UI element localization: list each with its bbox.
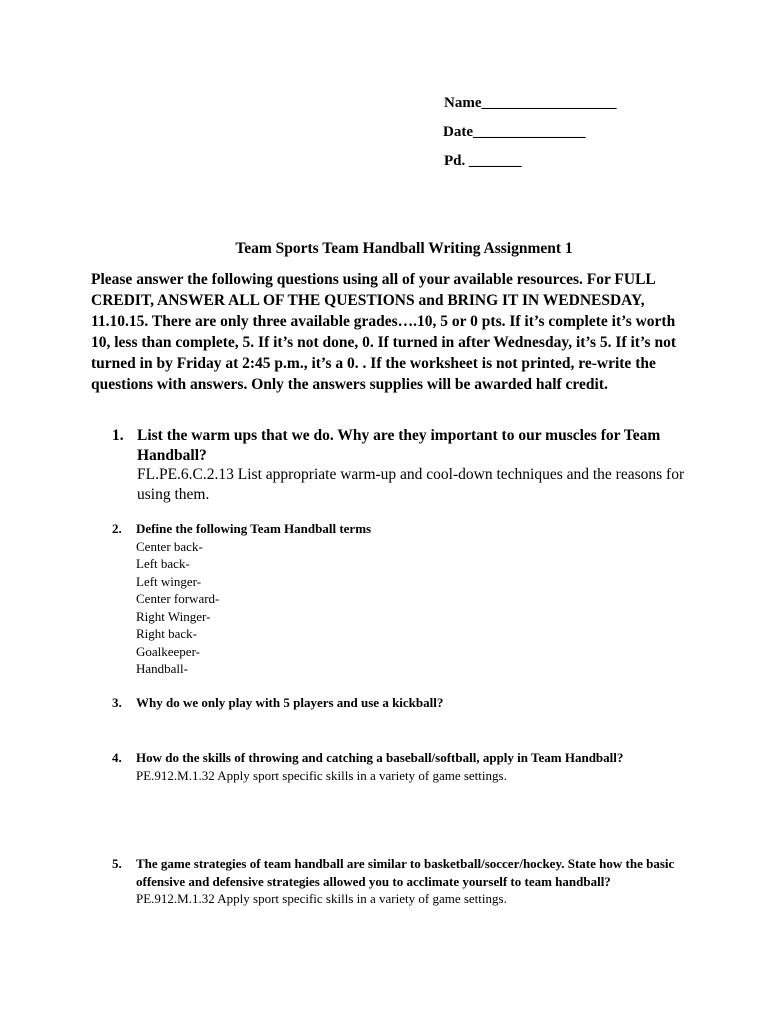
question-1 [112,426,702,504]
term-left-winger: Left winger- [136,573,202,589]
term-right-back: Right back- [136,626,198,641]
question-number: 1. [112,427,124,444]
term-handball: Handball- [136,661,188,676]
term-goalkeeper: Goalkeeper- [136,643,200,659]
standard-text: FL.PE.6.C.2.13 List appropriate warm-up and cool-down techniques and the reasons for using them. [137,466,685,503]
question-4 [112,749,702,784]
question-number: 5. [112,856,122,871]
question-text: How do the skills of throwing and catching a baseball/softball, apply in Team Handball? [136,750,624,765]
assignment-title: Team Sports Team Handball Writing Assignment 1 [235,240,573,257]
term-right-winger: Right Winger- [136,608,211,624]
question-3 [112,694,702,712]
terms-list [136,538,702,678]
term-center-forward: Center forward- [136,591,220,606]
term-center-back: Center back- [136,538,203,554]
term-left-back: Left back- [136,556,190,571]
name-field: Name__________________ [444,95,617,111]
question-text: The game strategies of team handball are similar to basketball/soccer/hockey. State how the basic offensive and defensive strategies allowed you to acclimate yourself to team handball? [136,856,675,889]
question-text: List the warm ups that we do. Why are they important to our muscles for Team Handball? [137,427,661,464]
question-number: 2. [112,521,122,536]
standard-text: PE.912.M.1.32 Apply sport specific skills in a variety of game settings. [136,891,507,906]
period-field: Pd. _______ [444,153,522,169]
standard-text: PE.912.M.1.32 Apply sport specific skills in a variety of game settings. [136,767,507,783]
question-text: Define the following Team Handball terms [136,521,372,536]
question-number: 4. [112,750,122,765]
question-2 [112,520,702,678]
question-5 [112,855,702,908]
assignment-instructions: Please answer the following questions using all of your available resources. For FULL CREDIT, ANSWER ALL OF THE QUESTIONS and BRING IT IN WEDNESDAY, 11.10.15. There are only three available grades….10, 5 or 0 pts. If it’s complete it’s worth 10, less than complete, 5. If it’s not done, 0. If turned in after Wednesday, it’s 5. If it’s not turned in by Friday at 2:45 p.m., it’s a 0. . If the worksheet is not printed, re-write the questions with answers. Only the answers supplies will be awarded half credit. [91,271,676,393]
question-number: 3. [112,695,122,710]
date-field: Date_______________ [443,124,586,140]
student-info-fields [444,92,617,179]
question-text: Why do we only play with 5 players and use a kickball? [136,695,444,710]
